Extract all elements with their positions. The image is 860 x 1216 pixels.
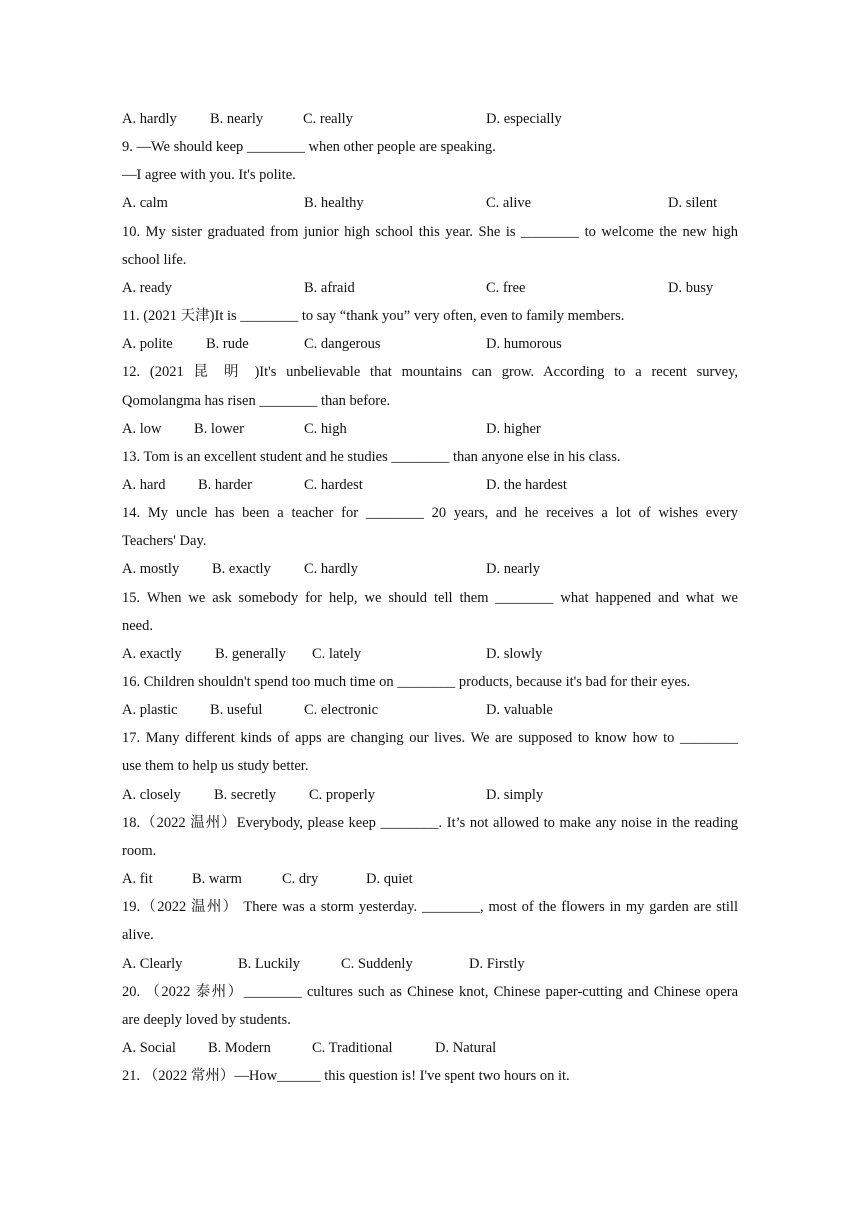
answer-option: B. Modern <box>208 1039 271 1056</box>
answer-option: A. closely <box>122 786 181 803</box>
answer-option: C. really <box>303 111 353 127</box>
answer-option: C. hardly <box>304 561 358 578</box>
answer-option: B. lower <box>194 420 244 437</box>
answer-option: A. mostly <box>122 561 180 578</box>
answer-options-row <box>122 471 738 499</box>
answer-option: A. fit <box>122 871 153 888</box>
answer-option: B. afraid <box>304 279 355 296</box>
question-text-line: 10. My sister graduated from junior high school this year. She is ________ to welcome the new high <box>122 223 738 240</box>
question-text-line: alive. <box>122 927 154 944</box>
answer-option: B. Luckily <box>238 955 301 972</box>
answer-option: C. electronic <box>304 702 379 719</box>
answer-options-row <box>122 415 738 443</box>
answer-option: A. calm <box>122 195 168 212</box>
question-text-line: 11. (2021 天津)It is ________ to say “thank you” very often, even to family members. <box>122 308 625 325</box>
question-text-line: 9. —We should keep ________ when other people are speaking. <box>122 139 496 156</box>
answer-option: C. Suddenly <box>341 955 413 972</box>
answer-option: D. especially <box>486 111 562 127</box>
answer-option: D. slowly <box>486 645 543 662</box>
answer-options-row <box>122 105 738 133</box>
answer-option: B. rude <box>206 336 249 353</box>
answer-option: C. lately <box>312 645 362 662</box>
answer-option: C. free <box>486 279 526 296</box>
answer-option: D. valuable <box>486 702 553 719</box>
answer-option: B. warm <box>192 871 242 888</box>
question-text-line: —I agree with you. It's polite. <box>122 167 296 184</box>
question-text-line: are deeply loved by students. <box>122 1011 291 1028</box>
answer-option: D. the hardest <box>486 476 567 493</box>
question-text-line: 19.（2022 温州） There was a storm yesterday. ________, most of the flowers in my garden are still <box>122 899 738 916</box>
answer-option: B. secretly <box>214 786 277 803</box>
question-text-line: need. <box>122 617 153 634</box>
answer-option: A. Social <box>122 1039 176 1056</box>
answer-option: B. generally <box>215 645 286 662</box>
question-text-line: use them to help us study better. <box>122 758 309 775</box>
question-text-line: Qomolangma has risen ________ than before. <box>122 392 391 409</box>
question-text-line: room. <box>122 842 157 859</box>
answer-option: C. Traditional <box>312 1039 393 1056</box>
answer-options-row <box>122 865 738 893</box>
answer-options-row <box>122 696 738 724</box>
question-text-line: 17. Many different kinds of apps are changing our lives. We are supposed to know how to ________ <box>122 730 738 747</box>
answer-option: A. low <box>122 420 162 437</box>
answer-option: A. hardly <box>122 111 177 127</box>
answer-option: A. polite <box>122 336 173 353</box>
answer-option: D. quiet <box>366 871 413 888</box>
answer-option: D. nearly <box>486 561 540 578</box>
answer-option: D. Firstly <box>469 955 525 972</box>
answer-options-row <box>122 1034 738 1062</box>
answer-options-row <box>122 189 738 217</box>
answer-option: B. healthy <box>304 195 364 212</box>
answer-option: A. plastic <box>122 702 178 719</box>
answer-option: D. Natural <box>435 1039 497 1056</box>
answer-option: A. exactly <box>122 645 182 662</box>
question-text-line: 20. （2022 泰州）________ cultures such as Chinese knot, Chinese paper-cutting and Chinese opera <box>122 983 738 1000</box>
question-text-line: 14. My uncle has been a teacher for ________ 20 years, and he receives a lot of wishes every <box>122 505 738 522</box>
question-text-line: school life. <box>122 251 187 268</box>
answer-option: B. nearly <box>210 111 264 127</box>
answer-option: D. busy <box>668 279 714 296</box>
answer-option: B. harder <box>198 476 252 493</box>
answer-options-row <box>122 950 738 978</box>
answer-option: A. ready <box>122 279 172 296</box>
question-text-line: 21. （2022 常州）—How______ this question is! I've spent two hours on it. <box>122 1068 570 1085</box>
question-text-line: 12. (2021 昆 明 )It's unbelievable that mountains can grow. According to a recent survey, <box>122 364 738 381</box>
answer-option: D. humorous <box>486 336 562 353</box>
answer-option: B. exactly <box>212 561 271 578</box>
answer-options-row <box>122 781 738 809</box>
answer-option: D. silent <box>668 195 718 212</box>
answer-option: C. hardest <box>304 476 363 493</box>
answer-option: D. simply <box>486 786 544 803</box>
answer-option: C. alive <box>486 195 532 212</box>
answer-options-row <box>122 555 738 583</box>
question-text-line: Teachers' Day. <box>122 533 207 550</box>
question-text-line: 18.（2022 温州）Everybody, please keep ________. It’s not allowed to make any noise in the reading <box>122 814 738 831</box>
answer-option: C. dangerous <box>304 336 381 353</box>
answer-options-row <box>122 640 738 668</box>
question-text-line: 13. Tom is an excellent student and he studies ________ than anyone else in his class. <box>122 448 621 465</box>
question-text-line: 16. Children shouldn't spend too much time on ________ products, because it's bad for their eyes. <box>122 674 691 690</box>
answer-option: A. hard <box>122 476 166 493</box>
answer-option: A. Clearly <box>122 955 183 972</box>
answer-option: C. properly <box>309 786 376 803</box>
answer-options-row <box>122 330 738 358</box>
answer-option: B. useful <box>210 702 263 719</box>
answer-option: D. higher <box>486 420 541 437</box>
answer-option: C. high <box>304 420 347 437</box>
question-text-line: 15. When we ask somebody for help, we should tell them ________ what happened and what we <box>122 589 738 606</box>
answer-option: C. dry <box>282 871 319 888</box>
answer-options-row <box>122 274 738 302</box>
